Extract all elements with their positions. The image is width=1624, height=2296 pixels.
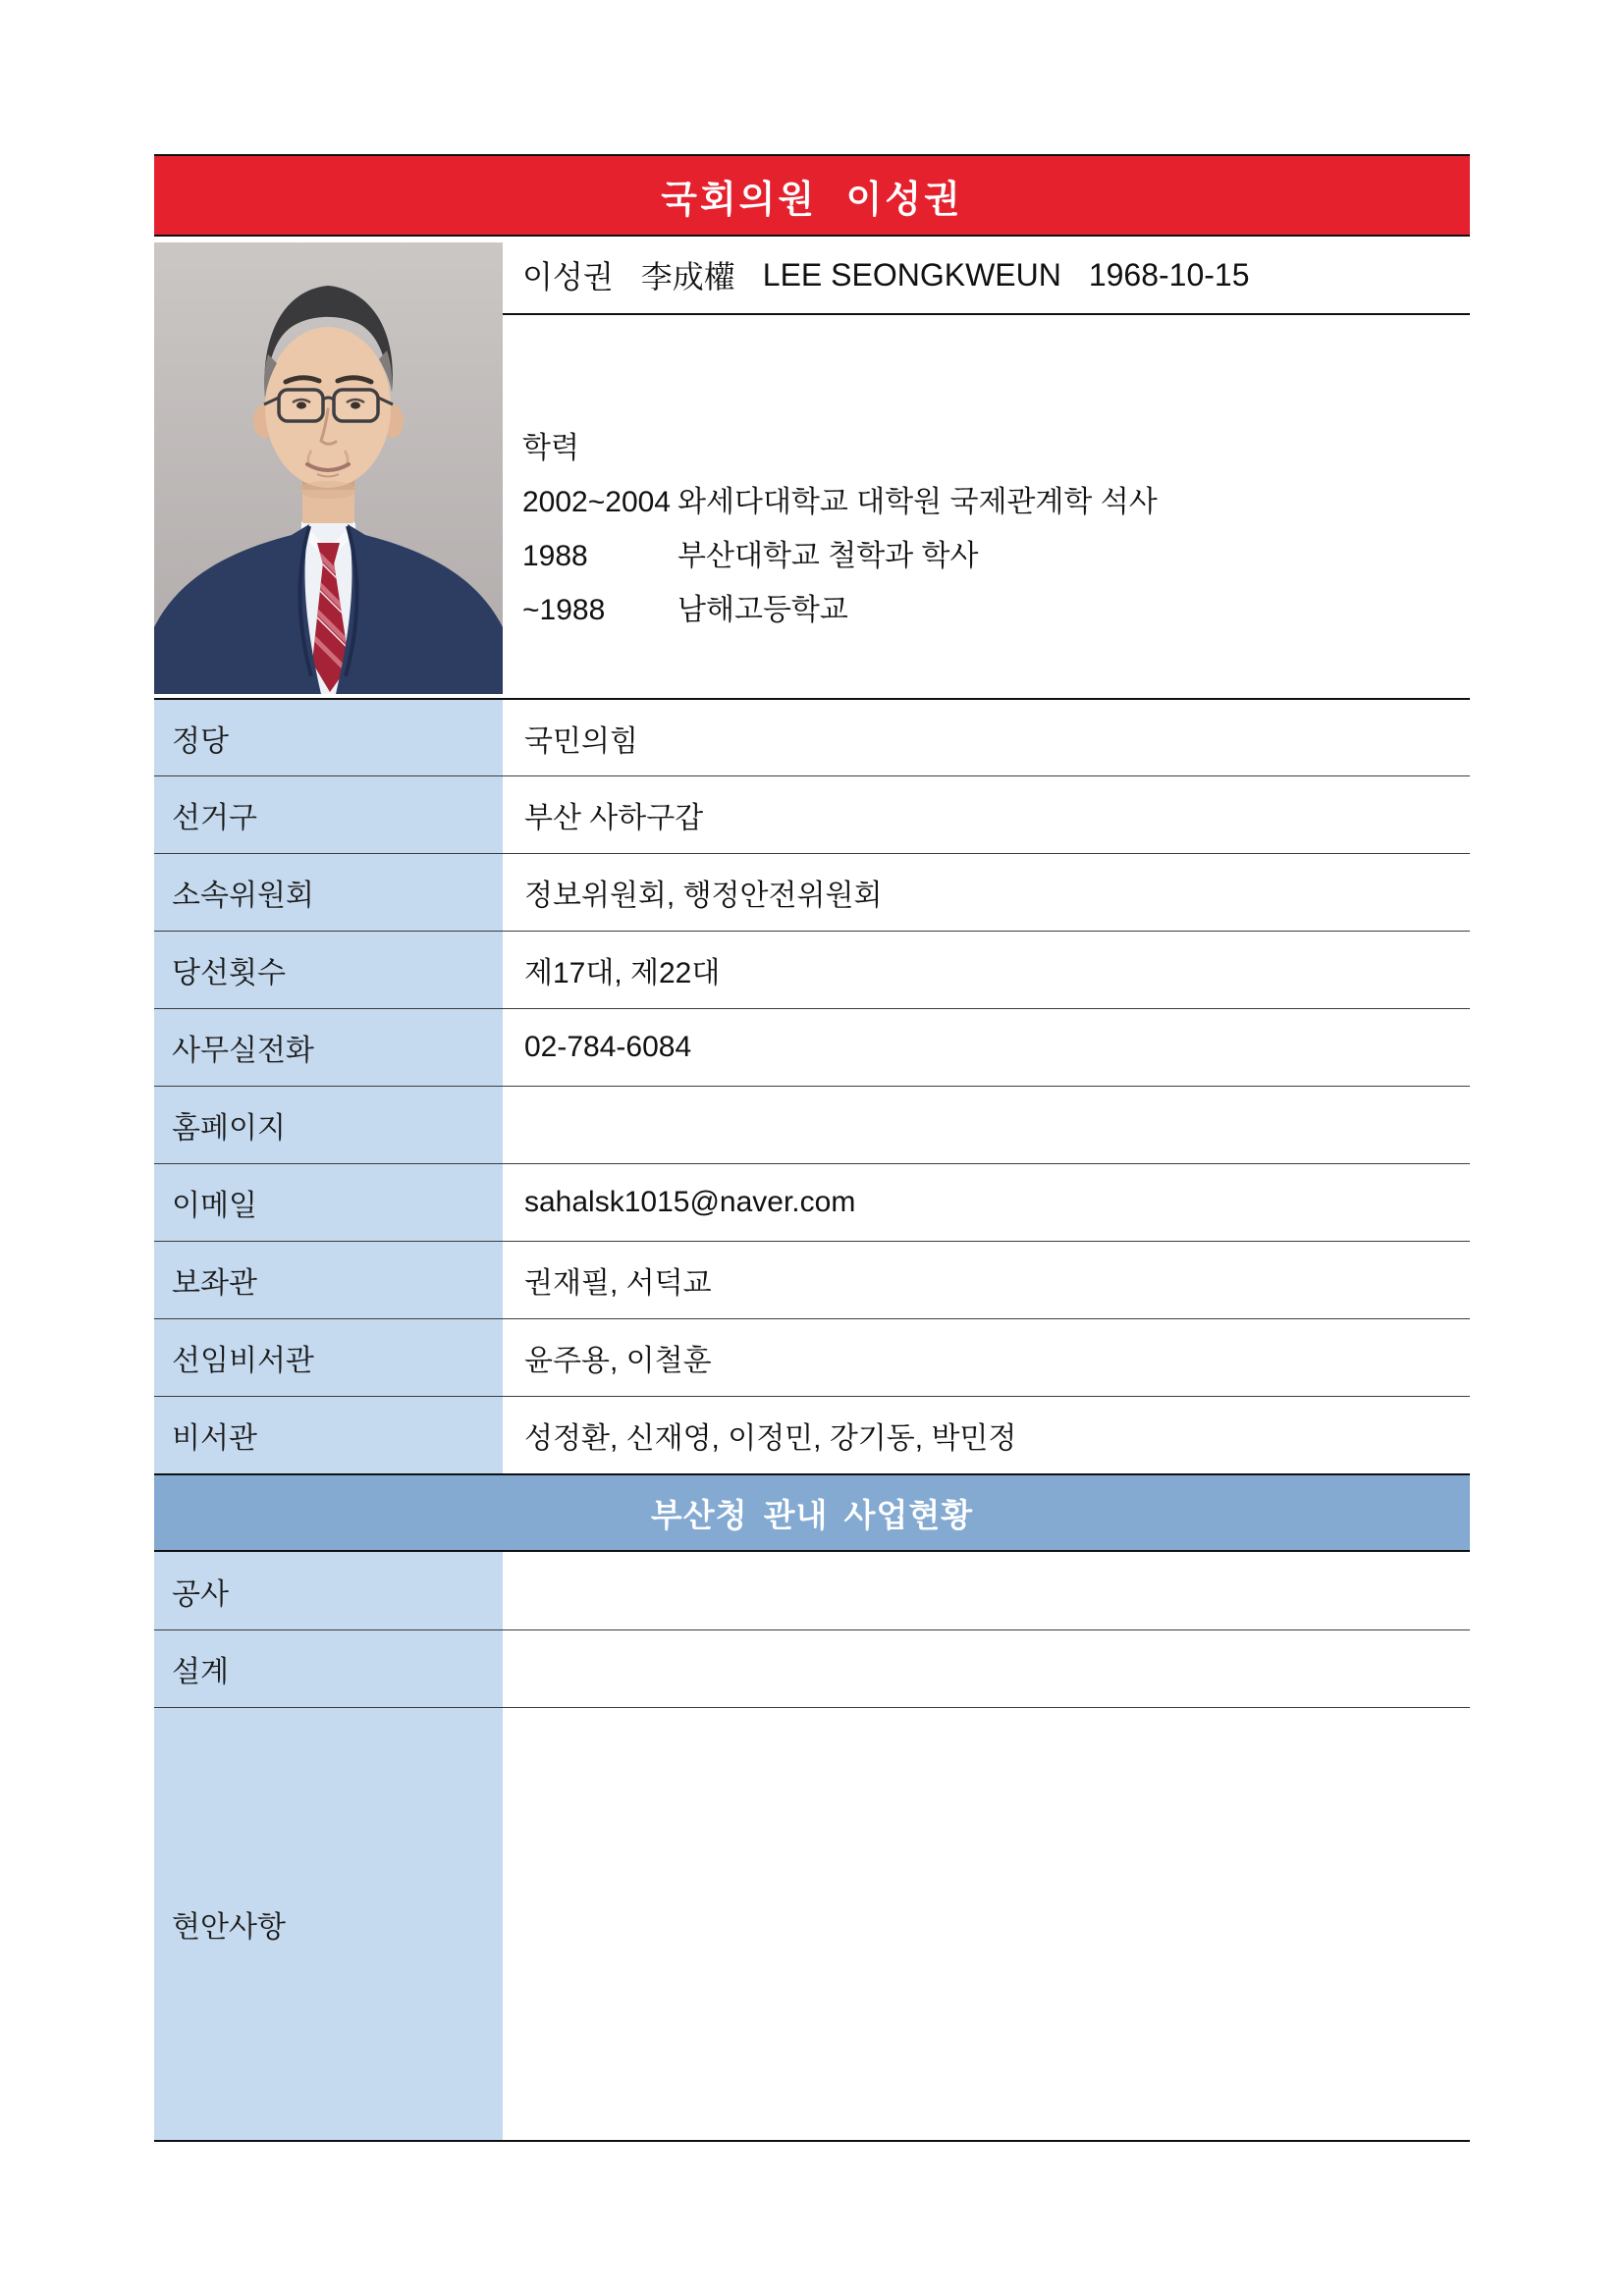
row-value: 국민의힘 [524,724,638,758]
row-label: 공사 [154,1552,503,1629]
section-header-text: 부산청 관내 사업현황 [650,1496,974,1533]
info-row-homepage [154,1086,1470,1163]
row-value: 정보위원회, 행정안전위원회 [524,880,883,912]
bio-row [154,237,1470,698]
edu-description: 부산대학교 철학과 학사 [677,540,979,572]
edu-period: ~1988 [522,594,606,626]
info-row-committees [154,853,1470,931]
row-value [503,1087,1470,1163]
info-row-terms [154,931,1470,1008]
info-row-email [154,1163,1470,1241]
row-value: 제17대, 제22대 [524,957,721,989]
name-english: LEE SEONGKWEUN [762,256,1061,293]
document-table [154,154,1470,2142]
info-row-secretaries [154,1396,1470,1473]
section-row-design [154,1629,1470,1707]
row-label: 선임비서관 [154,1319,503,1396]
education-heading: 학력 [522,432,579,464]
row-value [503,1552,1470,1629]
edu-description: 남해고등학교 [677,594,848,626]
section-row-construction [154,1552,1470,1629]
birth-date: 1968-10-15 [1088,256,1250,293]
section-header-bar [154,1473,1470,1552]
row-label: 이메일 [154,1164,503,1241]
info-row-party [154,698,1470,775]
row-label: 현안사항 [154,1708,503,2140]
row-value: 윤주용, 이철훈 [524,1345,712,1377]
info-row-district [154,775,1470,853]
name-hanja: 李成權 [640,259,735,294]
education-block [503,421,1470,637]
row-label: 소속위원회 [154,854,503,931]
row-label: 정당 [154,700,503,775]
row-value [503,1630,1470,1707]
info-row-office-phone [154,1008,1470,1086]
title-bar [154,154,1470,237]
row-label: 비서관 [154,1397,503,1473]
education-item [522,475,1470,529]
row-label: 당선횟수 [154,932,503,1008]
row-label: 사무실전화 [154,1009,503,1086]
info-row-senior-secretaries [154,1318,1470,1396]
portrait-photo [154,242,503,694]
row-value: 성정환, 신재영, 이정민, 강기동, 박민정 [524,1422,1017,1455]
education-item [522,529,1470,583]
row-value: sahalsk1015@naver.com [524,1186,856,1218]
education-item [522,583,1470,637]
row-value: 부산 사하구갑 [524,802,704,834]
row-value: 권재필, 서덕교 [524,1267,712,1300]
edu-period: 1988 [522,540,588,572]
row-label: 보좌관 [154,1242,503,1318]
row-value [503,1708,1470,2140]
name-korean: 이성권 [522,259,614,294]
row-label: 설계 [154,1630,503,1707]
row-value: 02-784-6084 [524,1031,692,1063]
photo-cell [154,237,503,698]
edu-period: 2002~2004 [522,486,671,518]
page-title: 국회의원 이성권 [661,179,963,221]
row-label: 선거구 [154,776,503,853]
section-row-pending-issues [154,1707,1470,2142]
row-label: 홈페이지 [154,1087,503,1163]
bio-info [503,237,1470,698]
edu-description: 와세다대학교 대학원 국제관계학 석사 [677,486,1158,518]
info-row-aides [154,1241,1470,1318]
name-row [503,237,1470,315]
